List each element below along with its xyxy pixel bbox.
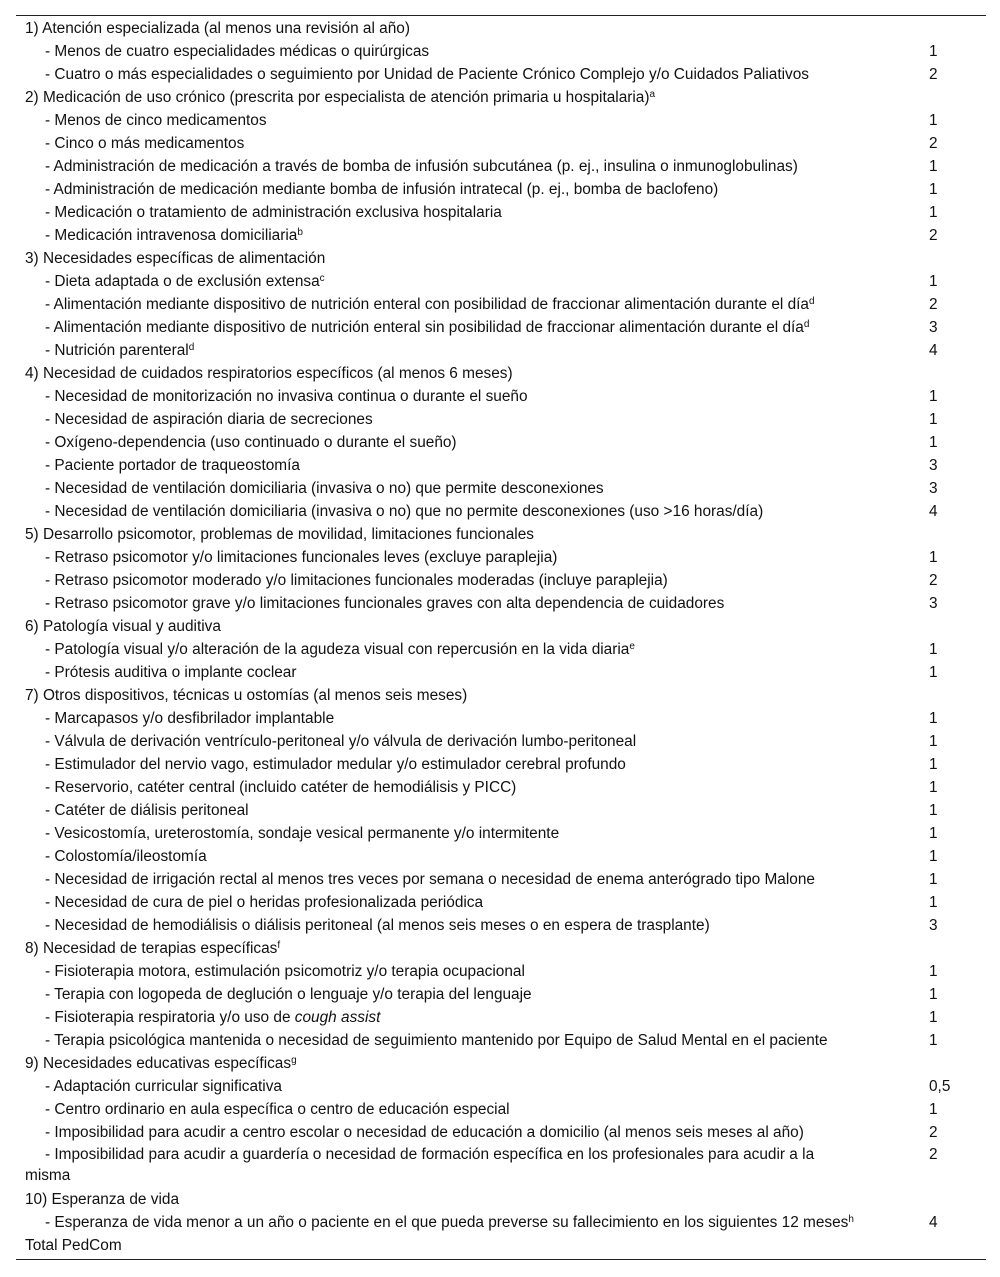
criterion-cell (16, 914, 922, 937)
table-row (16, 224, 986, 247)
criterion-cell (16, 753, 922, 776)
table-row (16, 408, 986, 431)
score-value: 1 (929, 641, 938, 658)
table-bottom-rule (16, 1259, 986, 1260)
table-row (16, 914, 986, 937)
table-row (16, 385, 986, 408)
criterion-cell (16, 201, 922, 224)
section-header-row (16, 1052, 986, 1075)
footnote-marker: g (291, 1055, 297, 1066)
criterion-label: - Menos de cuatro especialidades médicas o quirúrgicas (45, 43, 430, 60)
table-row (16, 316, 986, 339)
criterion-cell (16, 1075, 922, 1098)
criterion-label: - Necesidad de ventilación domiciliaria (invasiva o no) que permite desconexiones (45, 480, 604, 497)
table-body (16, 16, 986, 1259)
criterion-label: - Cuatro o más especialidades o seguimiento por Unidad de Paciente Crónico Complejo y/o Cuidados Paliativos (45, 66, 809, 83)
criterion-cell (16, 155, 922, 178)
total-label-cell (16, 1234, 922, 1257)
criterion-label: - Imposibilidad para acudir a guardería o necesidad de formación específica en los profesionales para acudir a la misma (25, 1146, 815, 1184)
table-row (16, 707, 986, 730)
table-row (16, 339, 986, 362)
section-title-cell (16, 362, 922, 385)
footnote-marker: d (803, 319, 810, 330)
section-title-cell (16, 615, 922, 638)
criterion-cell (16, 270, 922, 293)
criterion-label: - Administración de medicación mediante bomba de infusión intratecal (p. ej., bomba de baclofeno) (45, 181, 719, 198)
section-title-cell (16, 17, 922, 40)
criterion-label: - Dieta adaptada o de exclusión extensa (45, 273, 320, 290)
criterion-cell (16, 178, 922, 201)
criterion-cell (16, 339, 922, 362)
section-title: 7) Otros dispositivos, técnicas u ostomías (al menos seis meses) (25, 687, 468, 704)
footnote-marker: b (297, 227, 303, 238)
table-row (16, 1144, 986, 1188)
criterion-label: - Terapia psicológica mantenida o necesidad de seguimiento mantenido por Equipo de Salud Mental en el paciente (45, 1032, 828, 1049)
score-value: 2 (929, 572, 938, 589)
table-row (16, 109, 986, 132)
section-header-row (16, 615, 986, 638)
criterion-label: - Adaptación curricular significativa (45, 1078, 282, 1095)
table-row (16, 983, 986, 1006)
score-value: 1 (929, 181, 938, 198)
score-value: 1 (929, 848, 938, 865)
criterion-cell (16, 1211, 922, 1234)
table-row (16, 63, 986, 86)
table-row (16, 155, 986, 178)
score-value: 4 (929, 342, 938, 359)
table-row (16, 638, 986, 661)
table-row (16, 569, 986, 592)
criterion-label: - Retraso psicomotor y/o limitaciones funcionales leves (excluye paraplejia) (45, 549, 558, 566)
section-title: 2) Medicación de uso crónico (prescrita por especialista de atención primaria u hospitalaria) (25, 89, 650, 106)
criterion-cell (16, 546, 922, 569)
criterion-label: - Necesidad de cura de piel o heridas profesionalizada periódica (45, 894, 484, 911)
criterion-label: - Marcapasos y/o desfibrilador implantable (45, 710, 335, 727)
table-row (16, 1029, 986, 1052)
score-value: 1 (929, 1032, 938, 1049)
table-row (16, 776, 986, 799)
score-value: 1 (929, 1101, 938, 1118)
criterion-label: - Prótesis auditiva o implante coclear (45, 664, 297, 681)
score-value: 1 (929, 871, 938, 888)
score-value: 3 (929, 595, 938, 612)
criterion-label: - Fisioterapia respiratoria y/o uso de (45, 1009, 295, 1026)
criterion-cell (16, 868, 922, 891)
criterion-label: - Necesidad de aspiración diaria de secreciones (45, 411, 373, 428)
total-row (16, 1234, 986, 1257)
table-row (16, 1006, 986, 1029)
score-value: 1 (929, 204, 938, 221)
score-value: 1 (929, 411, 938, 428)
criterion-cell (16, 960, 922, 983)
score-value: 3 (929, 457, 938, 474)
score-value: 1 (929, 963, 938, 980)
table-row (16, 454, 986, 477)
table-row (16, 1211, 986, 1234)
score-value: 1 (929, 802, 938, 819)
criterion-cell (16, 891, 922, 914)
score-value: 2 (929, 227, 938, 244)
criterion-label: - Imposibilidad para acudir a centro escolar o necesidad de educación a domicilio (al menos seis meses al año) (45, 1124, 804, 1141)
criterion-label: - Alimentación mediante dispositivo de nutrición enteral sin posibilidad de fraccionar alimentación durante el día (45, 319, 804, 336)
section-header-row (16, 86, 986, 109)
criterion-label: - Retraso psicomotor grave y/o limitaciones funcionales graves con alta dependencia de cuidadores (45, 595, 725, 612)
score-value: 4 (929, 1214, 938, 1231)
criterion-label: - Alimentación mediante dispositivo de nutrición enteral con posibilidad de fraccionar alimentación durante el día (45, 296, 809, 313)
footnote-marker: f (277, 940, 281, 951)
criterion-cell (16, 477, 922, 500)
criterion-label: - Medicación o tratamiento de administración exclusiva hospitalaria (45, 204, 502, 221)
criterion-cell (16, 592, 922, 615)
table-row (16, 822, 986, 845)
criterion-cell (16, 132, 922, 155)
criterion-cell (16, 1144, 922, 1186)
score-value: 1 (929, 756, 938, 773)
criterion-cell (16, 661, 922, 684)
score-value: 1 (929, 779, 938, 796)
score-value: 1 (929, 710, 938, 727)
criterion-label: - Medicación intravenosa domiciliaria (45, 227, 298, 244)
section-title-cell (16, 247, 922, 270)
section-title: 5) Desarrollo psicomotor, problemas de movilidad, limitaciones funcionales (25, 526, 534, 543)
criterion-cell (16, 316, 922, 339)
section-title-cell (16, 684, 922, 707)
criterion-cell (16, 1029, 922, 1052)
criterion-cell (16, 569, 922, 592)
section-title: 4) Necesidad de cuidados respiratorios específicos (al menos 6 meses) (25, 365, 513, 382)
footnote-marker: d (188, 342, 195, 353)
score-value: 2 (929, 1124, 938, 1141)
criterion-cell (16, 707, 922, 730)
section-title-cell (16, 1188, 922, 1211)
criterion-label: - Paciente portador de traqueostomía (45, 457, 300, 474)
criterion-cell (16, 431, 922, 454)
criterion-label: - Retraso psicomotor moderado y/o limitaciones funcionales moderadas (incluye paraplejia) (45, 572, 668, 589)
score-value: 1 (929, 112, 938, 129)
section-title-cell (16, 86, 922, 109)
score-value: 3 (929, 319, 938, 336)
criterion-cell (16, 845, 922, 868)
criterion-cell (16, 454, 922, 477)
criterion-cell (16, 822, 922, 845)
criterion-cell (16, 40, 922, 63)
table-row (16, 730, 986, 753)
score-value: 2 (929, 66, 938, 83)
section-title: 10) Esperanza de vida (25, 1191, 180, 1208)
table-row (16, 293, 986, 316)
table-row (16, 270, 986, 293)
section-title: 9) Necesidades educativas específicas (25, 1055, 292, 1072)
criterion-cell (16, 1098, 922, 1121)
criterion-label: - Necesidad de hemodiálisis o diálisis peritoneal (al menos seis meses o en espera de trasplante) (45, 917, 710, 934)
table-row (16, 546, 986, 569)
criterion-label: - Necesidad de ventilación domiciliaria (invasiva o no) que no permite desconexiones (uso >16 horas/día) (45, 503, 764, 520)
criterion-label: - Fisioterapia motora, estimulación psicomotriz y/o terapia ocupacional (45, 963, 525, 980)
criterion-label: - Vesicostomía, ureterostomía, sondaje vesical permanente y/o intermitente (45, 825, 560, 842)
score-value: 1 (929, 1009, 938, 1026)
section-title-cell (16, 1052, 922, 1075)
table-row (16, 592, 986, 615)
table-row (16, 891, 986, 914)
table-row (16, 1098, 986, 1121)
section-header-row (16, 247, 986, 270)
score-value: 2 (929, 296, 938, 313)
score-value: 1 (929, 549, 938, 566)
score-value: 1 (929, 894, 938, 911)
criterion-label: - Necesidad de irrigación rectal al menos tres veces por semana o necesidad de enema anterógrado tipo Malone (45, 871, 815, 888)
score-value: 1 (929, 434, 938, 451)
footnote-marker: e (629, 641, 635, 652)
criterion-label: - Necesidad de monitorización no invasiva continua o durante el sueño (45, 388, 528, 405)
criterion-cell (16, 1006, 922, 1029)
section-header-row (16, 937, 986, 960)
criterion-cell (16, 63, 922, 86)
score-value: 1 (929, 733, 938, 750)
criterion-cell (16, 293, 922, 316)
criterion-cell (16, 500, 922, 523)
table-row (16, 1121, 986, 1144)
score-value: 3 (929, 917, 938, 934)
criterion-cell (16, 799, 922, 822)
criterion-cell (16, 385, 922, 408)
score-value: 1 (929, 43, 938, 60)
table-row (16, 178, 986, 201)
score-value: 1 (929, 158, 938, 175)
table-row (16, 1075, 986, 1098)
score-value: 2 (929, 1146, 938, 1163)
footnote-marker: d (809, 296, 815, 307)
score-value: 0,5 (929, 1078, 951, 1095)
section-title: 6) Patología visual y auditiva (25, 618, 221, 635)
criterion-cell (16, 983, 922, 1006)
criterion-label: - Cinco o más medicamentos (45, 135, 245, 152)
table-row (16, 753, 986, 776)
criterion-label: - Administración de medicación a través de bomba de infusión subcutánea (p. ej., insulina o inmunoglobulinas) (45, 158, 798, 175)
score-value: 1 (929, 986, 938, 1003)
criterion-label: - Terapia con logopeda de deglución o lenguaje y/o terapia del lenguaje (45, 986, 532, 1003)
criterion-label: - Centro ordinario en aula específica o centro de educación especial (45, 1101, 510, 1118)
total-label: Total PedCom (25, 1237, 122, 1254)
criterion-cell (16, 638, 922, 661)
criterion-emphasis: cough assist (294, 1009, 381, 1026)
table-row (16, 799, 986, 822)
score-value: 1 (929, 388, 938, 405)
table-row (16, 201, 986, 224)
section-header-row (16, 362, 986, 385)
criterion-cell (16, 109, 922, 132)
criterion-label: - Nutrición parenteral (45, 342, 189, 359)
criterion-label: - Menos de cinco medicamentos (45, 112, 267, 129)
table-row (16, 431, 986, 454)
criterion-label: - Oxígeno-dependencia (uso continuado o durante el sueño) (45, 434, 457, 451)
table-row (16, 132, 986, 155)
criterion-label: - Patología visual y/o alteración de la agudeza visual con repercusión en la vida diaria (45, 641, 630, 658)
footnote-marker: c (319, 273, 325, 284)
footnote-marker: a (649, 89, 656, 100)
section-title-cell (16, 523, 922, 546)
criterion-cell (16, 730, 922, 753)
score-value: 2 (929, 135, 938, 152)
table-row (16, 477, 986, 500)
criterion-label: - Reservorio, catéter central (incluido catéter de hemodiálisis y PICC) (45, 779, 517, 796)
table-row (16, 661, 986, 684)
criterion-label: - Colostomía/ileostomía (45, 848, 207, 865)
pedcom-table (16, 15, 986, 1260)
score-value: 3 (929, 480, 938, 497)
table-row (16, 40, 986, 63)
section-header-row (16, 1188, 986, 1211)
section-header-row (16, 523, 986, 546)
criterion-label: - Catéter de diálisis peritoneal (45, 802, 249, 819)
table-row (16, 845, 986, 868)
footnote-marker: h (848, 1214, 854, 1225)
criterion-label: - Estimulador del nervio vago, estimulador medular y/o estimulador cerebral profundo (45, 756, 626, 773)
score-value: 1 (929, 825, 938, 842)
section-title: 8) Necesidad de terapias específicas (25, 940, 278, 957)
score-value: 1 (929, 273, 938, 290)
score-value: 4 (929, 503, 938, 520)
criterion-label: - Válvula de derivación ventrículo-peritoneal y/o válvula de derivación lumbo-peritoneal (45, 733, 637, 750)
section-title: 1) Atención especializada (al menos una revisión al año) (25, 20, 410, 37)
criterion-cell (16, 408, 922, 431)
section-header-row (16, 684, 986, 707)
score-value: 1 (929, 664, 938, 681)
criterion-cell (16, 224, 922, 247)
table-row (16, 500, 986, 523)
table-row (16, 868, 986, 891)
table-row (16, 960, 986, 983)
criterion-cell (16, 776, 922, 799)
criterion-label: - Esperanza de vida menor a un año o paciente en el que pueda preverse su fallecimiento en los siguientes 12 meses (45, 1214, 849, 1231)
section-title-cell (16, 937, 922, 960)
section-header-row (16, 17, 986, 40)
criterion-cell (16, 1121, 922, 1144)
section-title: 3) Necesidades específicas de alimentación (25, 250, 326, 267)
